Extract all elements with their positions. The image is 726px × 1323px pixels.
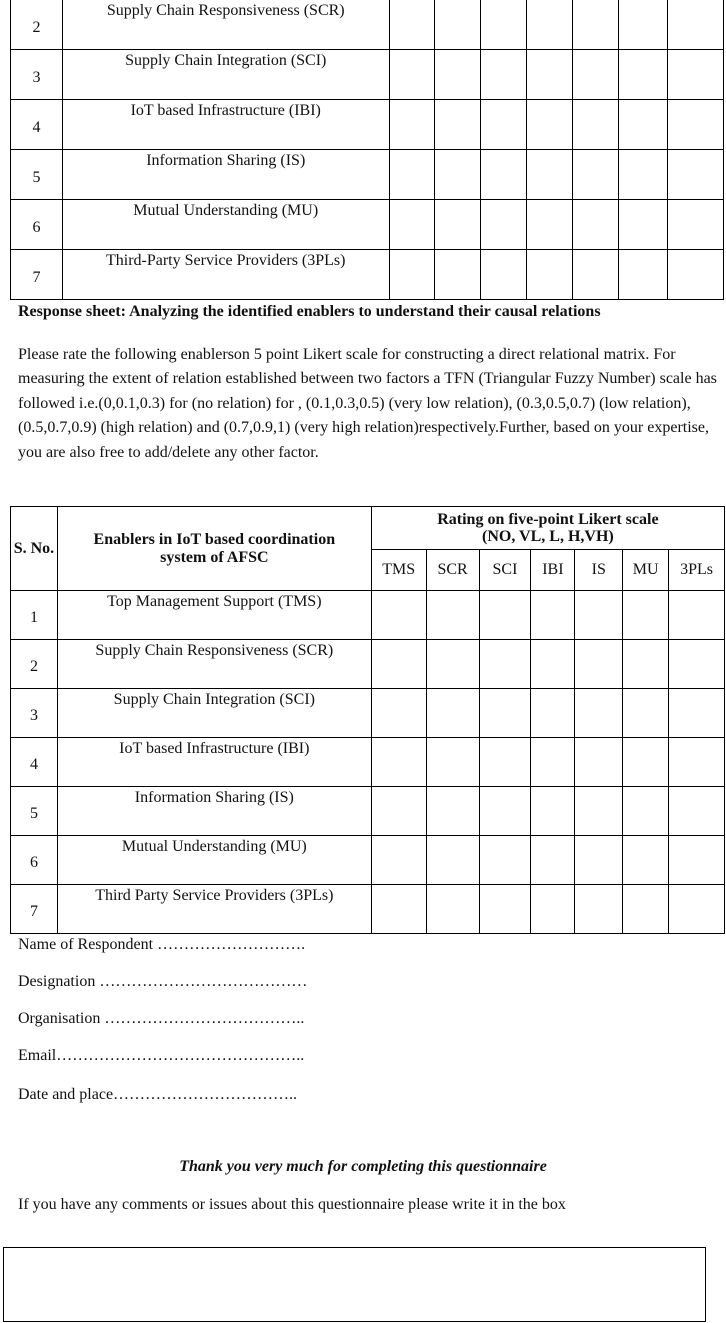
rating-cell[interactable] <box>623 738 669 787</box>
rating-cell[interactable] <box>531 836 575 885</box>
row-number: 2 <box>11 0 63 50</box>
table-row <box>11 250 724 300</box>
enabler-name: Supply Chain Integration (SCI) <box>57 689 371 738</box>
rating-cell[interactable] <box>619 0 668 50</box>
table-row <box>11 50 724 100</box>
rating-cell[interactable] <box>575 787 623 836</box>
rating-cell[interactable] <box>573 200 619 250</box>
rating-cell[interactable] <box>481 50 527 100</box>
rating-cell[interactable] <box>435 100 481 150</box>
row-number: 3 <box>11 689 58 738</box>
rating-cell[interactable] <box>623 689 669 738</box>
rating-cell[interactable] <box>479 591 531 640</box>
column-header: MU <box>623 550 669 591</box>
rating-cell[interactable] <box>435 50 481 100</box>
rating-cell[interactable] <box>371 787 426 836</box>
rating-cell[interactable] <box>668 0 724 50</box>
rating-cell[interactable] <box>481 150 527 200</box>
rating-cell[interactable] <box>623 836 669 885</box>
rating-cell[interactable] <box>426 640 479 689</box>
rating-cell[interactable] <box>668 250 724 300</box>
rating-cell[interactable] <box>573 250 619 300</box>
enablers-header-text: Enablers in IoT based coordination system of AFSC <box>93 530 336 566</box>
rating-cell[interactable] <box>619 150 668 200</box>
rating-cell[interactable] <box>479 640 531 689</box>
rating-cell[interactable] <box>389 0 435 50</box>
row-number: 4 <box>11 100 63 150</box>
rating-cell[interactable] <box>668 200 724 250</box>
table-row <box>11 689 725 738</box>
rating-cell[interactable] <box>619 100 668 150</box>
rating-cell[interactable] <box>481 0 527 50</box>
row-number: 5 <box>11 787 58 836</box>
rating-cell[interactable] <box>623 591 669 640</box>
row-number: 2 <box>11 640 58 689</box>
organisation-field[interactable]: Organisation ……………………………….. <box>18 1010 305 1027</box>
rating-cell[interactable] <box>669 885 725 934</box>
rating-cell[interactable] <box>527 150 573 200</box>
table-row <box>11 200 724 250</box>
column-header: IS <box>575 550 623 591</box>
column-header: IBI <box>531 550 575 591</box>
rating-cell[interactable] <box>575 738 623 787</box>
rating-cell[interactable] <box>669 787 725 836</box>
rating-cell[interactable] <box>575 591 623 640</box>
enabler-name: Mutual Understanding (MU) <box>57 836 371 885</box>
respondent-name-field[interactable]: Name of Respondent ………………………. <box>18 936 306 953</box>
column-header: TMS <box>371 550 426 591</box>
enabler-name: Information Sharing (IS) <box>57 787 371 836</box>
row-number: 6 <box>11 200 63 250</box>
rating-cell[interactable] <box>389 250 435 300</box>
rating-cell[interactable] <box>527 0 573 50</box>
rating-cell[interactable] <box>481 250 527 300</box>
enabler-name: Third Party Service Providers (3PLs) <box>57 885 371 934</box>
enabler-name: IoT based Infrastructure (IBI) <box>62 100 389 150</box>
enabler-name: Third-Party Service Providers (3PLs) <box>62 250 389 300</box>
rating-cell[interactable] <box>426 591 479 640</box>
row-number: 7 <box>11 250 63 300</box>
rating-cell[interactable] <box>531 591 575 640</box>
rating-cell[interactable] <box>426 836 479 885</box>
likert-rating-table <box>10 506 725 934</box>
date-place-field[interactable]: Date and place…………………………….. <box>18 1086 298 1103</box>
rating-cell[interactable] <box>389 100 435 150</box>
enabler-name: Supply Chain Responsiveness (SCR) <box>62 0 389 50</box>
rating-cell[interactable] <box>435 0 481 50</box>
rating-cell[interactable] <box>531 689 575 738</box>
comment-prompt: If you have any comments or issues about this questionnaire please write it in the box <box>18 1196 566 1213</box>
rating-cell[interactable] <box>371 689 426 738</box>
row-number: 6 <box>11 836 58 885</box>
rating-cell[interactable] <box>371 738 426 787</box>
rating-cell[interactable] <box>623 640 669 689</box>
rating-cell[interactable] <box>479 738 531 787</box>
column-header: SCR <box>426 550 479 591</box>
rating-cell[interactable] <box>669 591 725 640</box>
rating-cell[interactable] <box>669 738 725 787</box>
rating-cell[interactable] <box>426 738 479 787</box>
rating-cell[interactable] <box>573 50 619 100</box>
row-number: 5 <box>11 150 63 200</box>
rating-cell[interactable] <box>435 250 481 300</box>
rating-cell[interactable] <box>668 100 724 150</box>
enabler-name: Mutual Understanding (MU) <box>62 200 389 250</box>
rating-cell[interactable] <box>573 0 619 50</box>
rating-cell[interactable] <box>531 738 575 787</box>
table-row <box>11 100 724 150</box>
rating-cell[interactable] <box>527 100 573 150</box>
rating-cell[interactable] <box>669 689 725 738</box>
table-row <box>11 150 724 200</box>
rating-cell[interactable] <box>669 836 725 885</box>
rating-cell[interactable] <box>479 885 531 934</box>
rating-cell[interactable] <box>668 150 724 200</box>
row-number: 4 <box>11 738 58 787</box>
rating-cell[interactable] <box>575 689 623 738</box>
rating-header <box>371 507 724 550</box>
table-row <box>11 787 725 836</box>
rating-cell[interactable] <box>623 885 669 934</box>
rating-header-line1: Rating on five-point Likert scale <box>437 511 659 528</box>
rating-cell[interactable] <box>573 150 619 200</box>
column-header: SCI <box>479 550 531 591</box>
row-number: 7 <box>11 885 58 934</box>
rating-cell[interactable] <box>371 640 426 689</box>
enabler-name: Supply Chain Integration (SCI) <box>62 50 389 100</box>
rating-cell[interactable] <box>479 689 531 738</box>
rating-cell[interactable] <box>531 885 575 934</box>
rating-cell[interactable] <box>426 787 479 836</box>
rating-cell[interactable] <box>389 50 435 100</box>
rating-cell[interactable] <box>389 150 435 200</box>
enablers-table-previous <box>10 0 724 300</box>
rating-cell[interactable] <box>426 885 479 934</box>
table-row <box>11 640 725 689</box>
enabler-name: Information Sharing (IS) <box>62 150 389 200</box>
rating-cell[interactable] <box>575 885 623 934</box>
rating-cell[interactable] <box>371 591 426 640</box>
rating-cell[interactable] <box>527 200 573 250</box>
sno-header: S. No. <box>11 507 58 591</box>
rating-cell[interactable] <box>527 250 573 300</box>
enabler-name: Top Management Support (TMS) <box>57 591 371 640</box>
rating-cell[interactable] <box>426 689 479 738</box>
row-number: 3 <box>11 50 63 100</box>
rating-cell[interactable] <box>668 50 724 100</box>
column-header: 3PLs <box>669 550 725 591</box>
instructions-paragraph: Please rate the following enablerson 5 point Likert scale for constructing a direct relational matrix. For measuring the extent of relation established between two factors a TFN (Triangular Fuzzy Number) scale has followed i.e.(0,0.1,0.3) for (no relation) for , (0.1,0.3,0.5) (very low relation), (0.3,0.5,0.7) (low relation),(0.5,0.7,0.9) (high relation) and (0.7,0.9,1) (very high relation)respectively.Further, based on your expertise, you are also free to add/delete any other factor. <box>18 346 717 461</box>
rating-cell[interactable] <box>575 640 623 689</box>
thank-you-note: Thank you very much for completing this questionnaire <box>179 1158 547 1175</box>
designation-field[interactable]: Designation ………………………………… <box>18 973 308 990</box>
table-row <box>11 885 725 934</box>
table-row <box>11 0 724 50</box>
rating-cell[interactable] <box>531 640 575 689</box>
rating-cell[interactable] <box>371 885 426 934</box>
rating-cell[interactable] <box>389 200 435 250</box>
enablers-header <box>57 507 371 591</box>
rating-cell[interactable] <box>619 50 668 100</box>
rating-cell[interactable] <box>623 787 669 836</box>
email-field[interactable]: Email……………………………………….. <box>18 1047 305 1064</box>
rating-cell[interactable] <box>573 100 619 150</box>
rating-cell[interactable] <box>371 836 426 885</box>
rating-cell[interactable] <box>479 787 531 836</box>
rating-cell[interactable] <box>481 100 527 150</box>
rating-cell[interactable] <box>531 787 575 836</box>
response-sheet-heading: Response sheet: Analyzing the identified enablers to understand their causal relations <box>18 303 601 320</box>
rating-cell[interactable] <box>481 200 527 250</box>
table-row <box>11 836 725 885</box>
rating-cell[interactable] <box>435 200 481 250</box>
enabler-name: Supply Chain Responsiveness (SCR) <box>57 640 371 689</box>
rating-cell[interactable] <box>527 50 573 100</box>
rating-header-line2: (NO, VL, L, H,VH) <box>482 528 614 545</box>
rating-cell[interactable] <box>669 640 725 689</box>
rating-cell[interactable] <box>619 200 668 250</box>
table-row <box>11 738 725 787</box>
table-row <box>11 591 725 640</box>
rating-cell[interactable] <box>435 150 481 200</box>
comment-box[interactable] <box>3 1247 706 1322</box>
rating-cell[interactable] <box>575 836 623 885</box>
row-number: 1 <box>11 591 58 640</box>
enabler-name: IoT based Infrastructure (IBI) <box>57 738 371 787</box>
rating-cell[interactable] <box>479 836 531 885</box>
rating-cell[interactable] <box>619 250 668 300</box>
